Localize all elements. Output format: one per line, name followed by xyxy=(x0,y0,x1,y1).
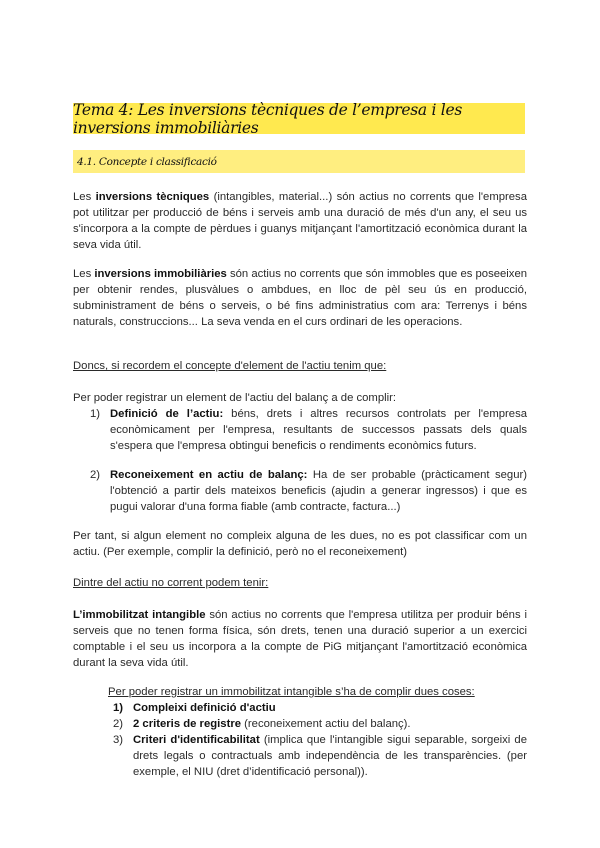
list-number: 1) xyxy=(90,408,101,420)
list-item xyxy=(90,467,527,515)
bold-term: L’immobilitzat intangible xyxy=(73,609,206,621)
subheading-element-actiu: Doncs, si recordem el concepte d'element de l'actiu tenim que: xyxy=(73,360,387,372)
page-title: Tema 4: Les inversions tècniques de l’empresa i les inversions immobiliàries xyxy=(73,100,462,137)
list-item xyxy=(113,732,527,780)
subheading-actiu-no-corrent: Dintre del actiu no corrent podem tenir: xyxy=(73,577,269,589)
text: (reconeixement actiu del balanç). xyxy=(241,718,411,730)
paragraph-immobilitzat-intangible xyxy=(73,607,527,671)
paragraph-registrar-element: Per poder registrar un element de l'actiu del balanç a de complir: xyxy=(73,392,397,404)
bold-term: Criteri d'identificabilitat xyxy=(133,734,260,746)
paragraph-inversions-immobiliaries xyxy=(73,266,527,330)
text: Ha de ser probable (pràcticament segur) l'obtenció a partir dels mateixos beneficis (ajudin a generar ingressos) i que es pugui valorar d'una forma fiable (amb contracte, factura...) xyxy=(110,469,527,513)
paragraph-inversions-tecniques xyxy=(73,189,527,253)
subheading-registrar-intangible: Per poder registrar un immobilitzat intangible s’ha de complir dues coses: xyxy=(108,686,475,698)
paragraph-per-tant: Per tant, si algun element no compleix alguna de les dues, no es pot classificar com un actiu. (Per exemple, complir la definició, però no el reconeixement) xyxy=(73,530,527,558)
text: béns, drets i altres recursos controlats per l'empresa econòmicament per l'empresa, resultants de successos passats dels quals s'espera que l'empresa obtingui beneficis o rendiments econòmics futurs. xyxy=(110,408,528,452)
text: Les xyxy=(73,191,96,203)
text: són actius no corrents que l'empresa utilitza per produir béns i serveis que no tenen forma física, són drets, tenen una duració superior a un exercici comptable i el seu us incorpora a la compte de PiG mitjançant l'amortització econòmica durant la seva vida útil. xyxy=(73,609,527,669)
bold-term: Reconeixement en actiu de balanç: xyxy=(110,469,308,481)
section-title: 4.1. Concepte i classificació xyxy=(77,155,217,168)
list-number: 2) xyxy=(90,469,101,481)
list-number: 3) xyxy=(113,734,124,746)
text: (intangibles, material...) són actius no corrents que l'empresa pot utilitzar per producció de béns i serveis amb una duració de més d'un any, el seu us s'incorpora a la compte de pèrdues i guanys mitjançant l'amortització econòmica durant la seva vida útil. xyxy=(73,191,527,251)
title-banner xyxy=(73,100,525,137)
bold-term: Definició de l’actiu: xyxy=(110,408,224,420)
section-banner xyxy=(73,150,525,173)
bold-term: Compleixi definició d'actiu xyxy=(133,702,276,714)
text: (implica que l'intangible sigui separable, sorgeixi de drets legals o contractuals amb independència de les transparències. (per exemple, el NIU (dret d’identificació personal)). xyxy=(133,734,527,778)
text: són actius no corrents que són immobles que es poseeixen per obtenir rendes, plusvàlues o ambdues, en lloc de pèl seu ús en producció, subministrament de béns o serveis, o bé fins administratius com ara: Terrenys i béns naturals, construccions... La seva venda en el curs ordinari de les operacions. xyxy=(73,268,528,328)
text: Les xyxy=(73,268,95,280)
list-item xyxy=(113,716,527,732)
bold-term: inversions immobiliàries xyxy=(94,268,227,280)
bold-term: inversions tècniques xyxy=(95,191,210,203)
list-item xyxy=(113,700,527,716)
bold-term: 2 criteris de registre xyxy=(133,718,242,730)
list-item xyxy=(90,406,527,454)
list-number: 2) xyxy=(113,718,124,730)
list-number: 1) xyxy=(113,702,124,714)
